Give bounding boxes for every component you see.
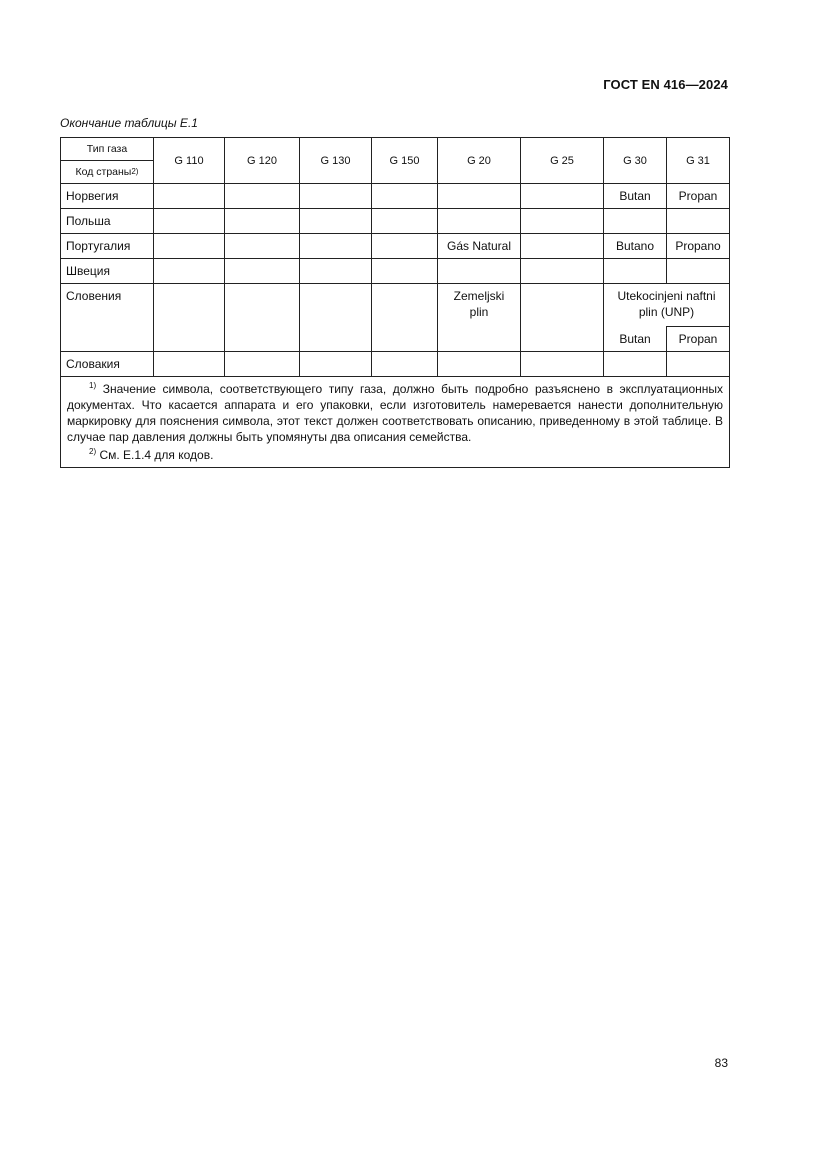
table-cell xyxy=(154,352,225,377)
country-cell: Швеция xyxy=(61,259,154,284)
table-cell xyxy=(300,184,372,209)
table-cell xyxy=(154,209,225,234)
table-row xyxy=(61,352,730,377)
column-header: G 150 xyxy=(372,138,438,184)
table-cell xyxy=(521,234,604,259)
table-cell xyxy=(521,284,604,352)
table-cell xyxy=(604,352,667,377)
table-cell: Gás Natural xyxy=(438,234,521,259)
table-cell xyxy=(521,259,604,284)
country-cell: Польша xyxy=(61,209,154,234)
table-cell: Butano xyxy=(604,234,667,259)
footnotes-cell xyxy=(61,377,730,468)
table-cell xyxy=(300,259,372,284)
table-cell xyxy=(667,209,730,234)
table-cell xyxy=(300,234,372,259)
footnote-1: $^{1)}$ Значение символа, соответствующего типу газа, должно быть подробно разъяснено в эксплуатационных документах. Что касается аппарата и его упаковки, если изготовитель намеревается нанести дополнительную маркировку для пояснения символа, этот текст должен соответствовать описанию, приведенному в этой таблице. В случае пар давления должны быть упомянуты два описания семейства. xyxy=(67,381,723,444)
table-cell xyxy=(372,352,438,377)
header-row xyxy=(61,138,730,184)
table-cell xyxy=(300,352,372,377)
header-corner-cell xyxy=(61,138,154,184)
gas-type-label: Тип газа xyxy=(86,143,128,155)
column-header: G 130 xyxy=(300,138,372,184)
table-cell: Butan xyxy=(604,184,667,209)
column-header: G 110 xyxy=(154,138,225,184)
table-cell xyxy=(225,259,300,284)
country-cell: Норвегия xyxy=(61,184,154,209)
table-cell xyxy=(372,184,438,209)
table-row xyxy=(61,234,730,259)
table-cell xyxy=(372,259,438,284)
table-row xyxy=(61,184,730,209)
table-cell xyxy=(154,234,225,259)
table-cell xyxy=(300,284,372,352)
table-cell xyxy=(225,184,300,209)
table-cell xyxy=(521,184,604,209)
table-cell xyxy=(438,184,521,209)
table-row-slovenia xyxy=(61,284,730,327)
gas-type-table xyxy=(60,137,730,468)
table-cell xyxy=(372,234,438,259)
column-header: G 25 xyxy=(521,138,604,184)
country-cell: Словакия xyxy=(61,352,154,377)
table-cell xyxy=(154,284,225,352)
table-cell xyxy=(521,352,604,377)
table-cell xyxy=(438,352,521,377)
column-header: G 120 xyxy=(225,138,300,184)
table-cell xyxy=(372,284,438,352)
merged-cell: Utekocinjeni naftni plin (UNP) xyxy=(604,284,730,327)
table-cell: Propano xyxy=(667,234,730,259)
table-cell xyxy=(225,209,300,234)
table-cell xyxy=(521,209,604,234)
table-caption: Окончание таблицы Е.1 xyxy=(60,116,198,130)
table-row xyxy=(61,209,730,234)
table-cell xyxy=(604,259,667,284)
table-cell xyxy=(154,184,225,209)
country-cell: Португалия xyxy=(61,234,154,259)
page-number: 83 xyxy=(714,1056,728,1070)
country-code-label: Код страны 2) xyxy=(61,160,153,183)
table-cell xyxy=(667,259,730,284)
table-cell xyxy=(372,209,438,234)
table-cell xyxy=(154,259,225,284)
table-cell xyxy=(225,234,300,259)
table-cell xyxy=(604,209,667,234)
table-cell: Propan xyxy=(667,327,730,352)
footnote-row xyxy=(61,377,730,468)
table-cell: Propan xyxy=(667,184,730,209)
table-cell xyxy=(300,209,372,234)
column-header: G 20 xyxy=(438,138,521,184)
table-cell xyxy=(225,284,300,352)
table-cell: Zemeljski plin xyxy=(438,284,521,352)
standard-code: ГОСТ EN 416—2024 xyxy=(603,77,728,92)
table-cell: Butan xyxy=(604,327,667,352)
country-cell: Словения xyxy=(61,284,154,352)
table-cell xyxy=(438,209,521,234)
table-cell xyxy=(438,259,521,284)
table-cell xyxy=(667,352,730,377)
column-header: G 31 xyxy=(667,138,730,184)
footnote-2: $^{2)}$ См. Е.1.4 для кодов. xyxy=(89,447,214,462)
column-header: G 30 xyxy=(604,138,667,184)
table-row xyxy=(61,259,730,284)
table-cell xyxy=(225,352,300,377)
